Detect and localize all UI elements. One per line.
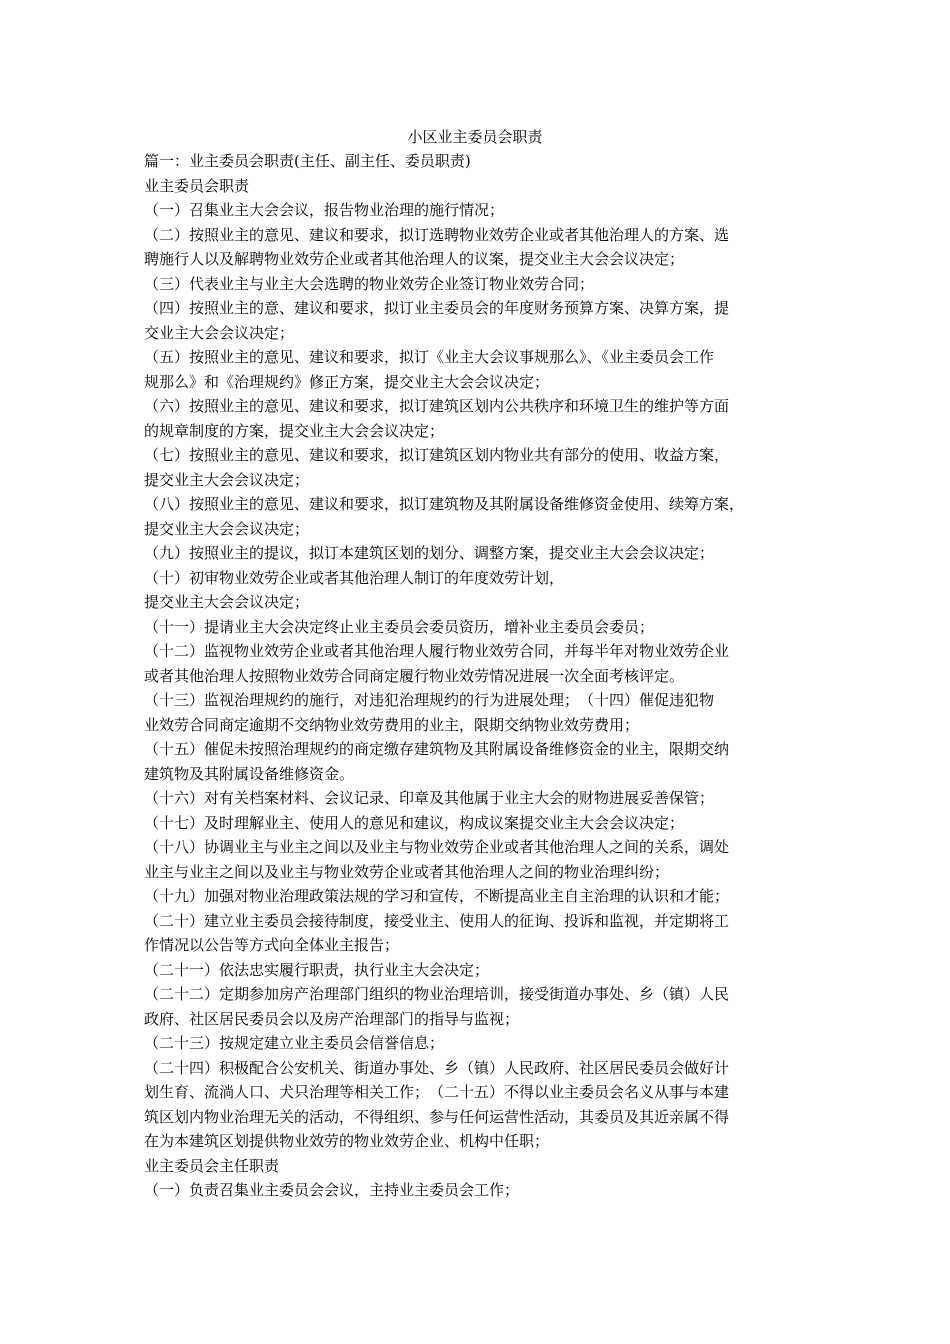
text-line: 提交业主大会会议决定； bbox=[144, 519, 310, 538]
text-line: （十七）及时理解业主、使用人的意见和建议，构成议案提交业主大会会议决定； bbox=[144, 813, 685, 832]
text-line: 业主委员会职责 bbox=[144, 176, 250, 195]
text-line: 交业主大会会议决定； bbox=[144, 323, 295, 342]
text-line: 业主委员会主任职责 bbox=[144, 1156, 280, 1175]
text-line: （九）按照业主的提议，拟订本建筑区划的划分、调整方案，提交业主大会会议决定； bbox=[144, 544, 715, 562]
text-line: 政府、社区居民委员会以及房产治理部门的指导与监视； bbox=[144, 1009, 520, 1028]
text-line: （二十三）按规定建立业主委员会信誉信息； bbox=[144, 1034, 445, 1052]
text-line: 作情况以公告等方式向全体业主报告； bbox=[144, 936, 400, 954]
text-line: （二十）建立业主委员会接待制度，接受业主、使用人的征询、投诉和监视，并定期将工 bbox=[144, 911, 730, 930]
text-line: 建筑物及其附属设备维修资金。 bbox=[144, 764, 355, 783]
text-line: （四）按照业主的意、建议和要求，拟订业主委员会的年度财务预算方案、决算方案，提 bbox=[144, 299, 730, 317]
text-line: 划生育、流淌人口、犬只治理等相关工作； （二十五）不得以业主委员会名义从事与本建 bbox=[144, 1083, 730, 1101]
text-line: （十二）监视物业效劳企业或者其他治理人履行物业效劳合同，并每半年对物业效劳企业 bbox=[144, 642, 730, 660]
text-line: 规那么》和《治理规约》修正方案，提交业主大会会议决定； bbox=[144, 372, 550, 391]
document-title: 小区业主委员会职责 bbox=[407, 128, 543, 146]
text-line: （二十一）依法忠实履行职责，执行业主大会决定； bbox=[144, 960, 490, 979]
text-line: （十八）协调业主与业主之间以及业主与物业效劳企业或者其他治理人之间的关系，调处 bbox=[144, 838, 730, 856]
text-line: （五）按照业主的意见、建议和要求，拟订《业主大会议事规那么》、《业主委员会工作 bbox=[144, 348, 715, 366]
text-line: （十三）监视治理规约的施行，对违犯治理规约的行为进展处理； （十四）催促违犯物 bbox=[144, 691, 715, 709]
text-line: （十）初审物业效劳企业或者其他治理人制订的年度效劳计划， bbox=[144, 568, 565, 587]
text-line: 提交业主大会会议决定； bbox=[144, 593, 310, 611]
text-line: （十九）加强对物业治理政策法规的学习和宣传，不断提高业主自主治理的认识和才能； bbox=[144, 887, 730, 905]
text-line: 篇一：业主委员会职责(主任、副主任、委员职责) bbox=[144, 152, 471, 170]
document-body bbox=[144, 149, 814, 1203]
text-line: （二十四）积极配合公安机关、街道办事处、乡（镇）人民政府、社区居民委员会做好计 bbox=[144, 1058, 730, 1077]
text-line: 的规章制度的方案，提交业主大会会议决定； bbox=[144, 421, 445, 440]
text-line: （六）按照业主的意见、建议和要求，拟订建筑区划内公共秩序和环境卫生的维护等方面 bbox=[144, 397, 730, 415]
text-line: （三）代表业主与业主大会选聘的物业效劳企业签订物业效劳合同； bbox=[144, 274, 595, 293]
text-line: （二）按照业主的意见、建议和要求，拟订选聘物业效劳企业或者其他治理人的方案、选 bbox=[144, 225, 730, 244]
text-line: 提交业主大会会议决定； bbox=[144, 470, 310, 489]
text-line: （七）按照业主的意见、建议和要求，拟订建筑区划内物业共有部分的使用、收益方案， bbox=[144, 446, 730, 464]
text-line: （一）负责召集业主委员会会议，主持业主委员会工作； bbox=[144, 1181, 520, 1199]
text-line: 业效劳合同商定逾期不交纳物业效劳费用的业主，限期交纳物业效劳费用； bbox=[144, 715, 640, 734]
text-line: （十六）对有关档案材料、会议记录、印章及其他属于业主大会的财物进展妥善保管； bbox=[144, 789, 715, 807]
text-line: （十一）提请业主大会决定终止业主委员会委员资历，增补业主委员会委员； bbox=[144, 617, 655, 636]
text-line: （一）召集业主大会会议，报告物业治理的施行情况； bbox=[144, 201, 505, 219]
text-line: 聘施行人以及解聘物业效劳企业或者其他治理人的议案，提交业主大会会议决定； bbox=[144, 250, 685, 268]
text-line: （八）按照业主的意见、建议和要求，拟订建筑物及其附属设备维修资金使用、续筹方案， bbox=[144, 495, 745, 513]
text-line: 或者其他治理人按照物业效劳合同商定履行物业效劳情况进展一次全面考核评定。 bbox=[144, 666, 685, 685]
text-line: 在为本建筑区划提供物业效劳的物业效劳企业、机构中任职； bbox=[144, 1132, 550, 1150]
text-line: 筑区划内物业治理无关的活动，不得组织、参与任何运营性活动，其委员及其近亲属不得 bbox=[144, 1107, 730, 1126]
text-line: 业主与业主之间以及业主与物业效劳企业或者其他治理人之间的物业治理纠纷； bbox=[144, 862, 670, 881]
text-line: （十五）催促未按照治理规约的商定缴存建筑物及其附属设备维修资金的业主，限期交纳 bbox=[144, 740, 730, 758]
text-line: （二十二）定期参加房产治理部门组织的物业治理培训，接受街道办事处、乡（镇）人民 bbox=[144, 985, 730, 1003]
